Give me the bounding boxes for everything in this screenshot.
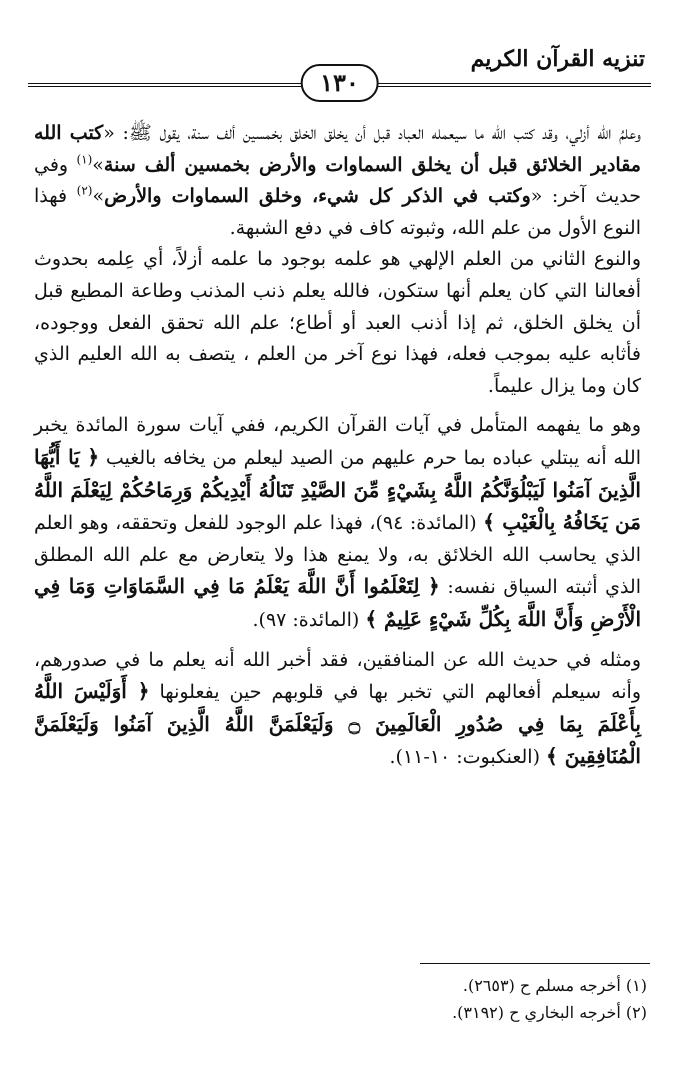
- paragraph-text: والنوع الثاني من العلم الإلهي هو علمه بوجود ما علمه أزلاً، أي عِلمه بحدوث أفعالنا التي كان يعلم أنها ستكون، فالله يعلم ذنب المذنب وطاعة المطيع قبل أن يخلق الخلق، ثم إذا أذنب العبد أو أطاع؛ علم الله تحقق الفعل ووجوده، فأثابه عليه بموجب فعله، فهذا نوع آخر من العلم ، يتصف به الله العليم الذي كان وما يزال عليماً.: [34, 248, 641, 397]
- quran-verse: ﴿ لِتَعْلَمُوا أَنَّ اللَّهَ يَعْلَمُ مَا فِي السَّمَاوَاتِ وَمَا فِي الْأَرْضِ وَأَنَّ اللَّهَ بِكُلِّ شَيْءٍ عَلِيمٌ ﴾: [34, 574, 641, 631]
- footnote-rule: [420, 963, 650, 964]
- paragraph-text: وهو ما يفهمه المتأمل في آيات القرآن الكريم، ففي آيات سورة المائدة يخبر الله أنه يبتلي عباده بما حرم عليهم من الصيد ليعلم من يخافه بالغيب: [34, 414, 641, 469]
- footnote-2: (٢) أخرجه البخاري ح (٣١٩٢).: [452, 1003, 647, 1022]
- paragraph-text: وعلمُ الله أزلي، وقد كتب الله ما سيعمله العباد قبل أن يخلق الخلق بخمسين ألف سنة، يقول ﷺ: «: [103, 122, 641, 144]
- paragraph-text: »: [92, 153, 104, 176]
- page-number: ١٣٠: [300, 64, 379, 102]
- paragraph-1: [34, 118, 641, 244]
- paragraph-text: وفي حديث آخر: «: [34, 153, 641, 208]
- paragraph-text: (العنكبوت: ١٠-١١).: [389, 746, 547, 769]
- paragraph-text: »: [92, 185, 105, 208]
- paragraph-4: [34, 645, 641, 774]
- footnotes: [200, 972, 647, 1026]
- quran-verse: ﴿ أَوَلَيْسَ اللَّهُ بِأَعْلَمَ بِمَا فِي صُدُورِ الْعَالَمِينَ ۝ وَلَيَعْلَمَنَّ اللَّهُ الَّذِينَ آمَنُوا وَلَيَعْلَمَنَّ الْمُنَافِقِينَ ﴾: [34, 679, 641, 769]
- paragraph-text: (المائدة: ٩٤)، فهذا علم الوجود للفعل وتحققه، وهو العلم الذي يحاسب الله الخلائق به، ولا يمنع هذا ولا يتعارض مع علم الله المطلق الذي أثبته السياق نفسه:: [34, 512, 642, 599]
- footnote-1: (١) أخرجه مسلم ح (٢٦٥٣).: [462, 976, 647, 995]
- footnote-reference: (١): [76, 152, 93, 167]
- paragraph-text: ومثله في حديث الله عن المنافقين، فقد أخبر الله أنه يعلم ما في صدورهم، وأنه سيعلم أفعالهم التي تخبر بها في قلوبهم حين يفعلونها: [34, 648, 642, 704]
- body-text: [34, 118, 641, 774]
- paragraph-3: [34, 410, 641, 636]
- paragraph-text: فهذا النوع الأول من علم الله، وثبوته كاف في دفع الشبهة.: [34, 185, 641, 239]
- paragraph-2: [34, 244, 641, 402]
- footnote-reference: (٢): [76, 183, 93, 198]
- book-title: تنزيه القرآن الكريم: [470, 46, 645, 72]
- paragraph-text: (المائدة: ٩٧).: [252, 608, 366, 631]
- hadith-quote: كتب الله مقادير الخلائق قبل أن يخلق السماوات والأرض بخمسين ألف سنة: [34, 122, 641, 176]
- hadith-quote: وكتب في الذكر كل شيء، وخلق السماوات والأرض: [104, 185, 531, 208]
- quran-verse: ﴿ يَا أَيُّهَا الَّذِينَ آمَنُوا لَيَبْلُوَنَّكُمُ اللَّهُ بِشَيْءٍ مِّنَ الصَّيْدِ تَنَالُهُ أَيْدِيكُمْ وَرِمَاحُكُمْ لِيَعْلَمَ اللَّهُ مَن يَخَافُهُ بِالْغَيْبِ ﴾: [34, 444, 641, 535]
